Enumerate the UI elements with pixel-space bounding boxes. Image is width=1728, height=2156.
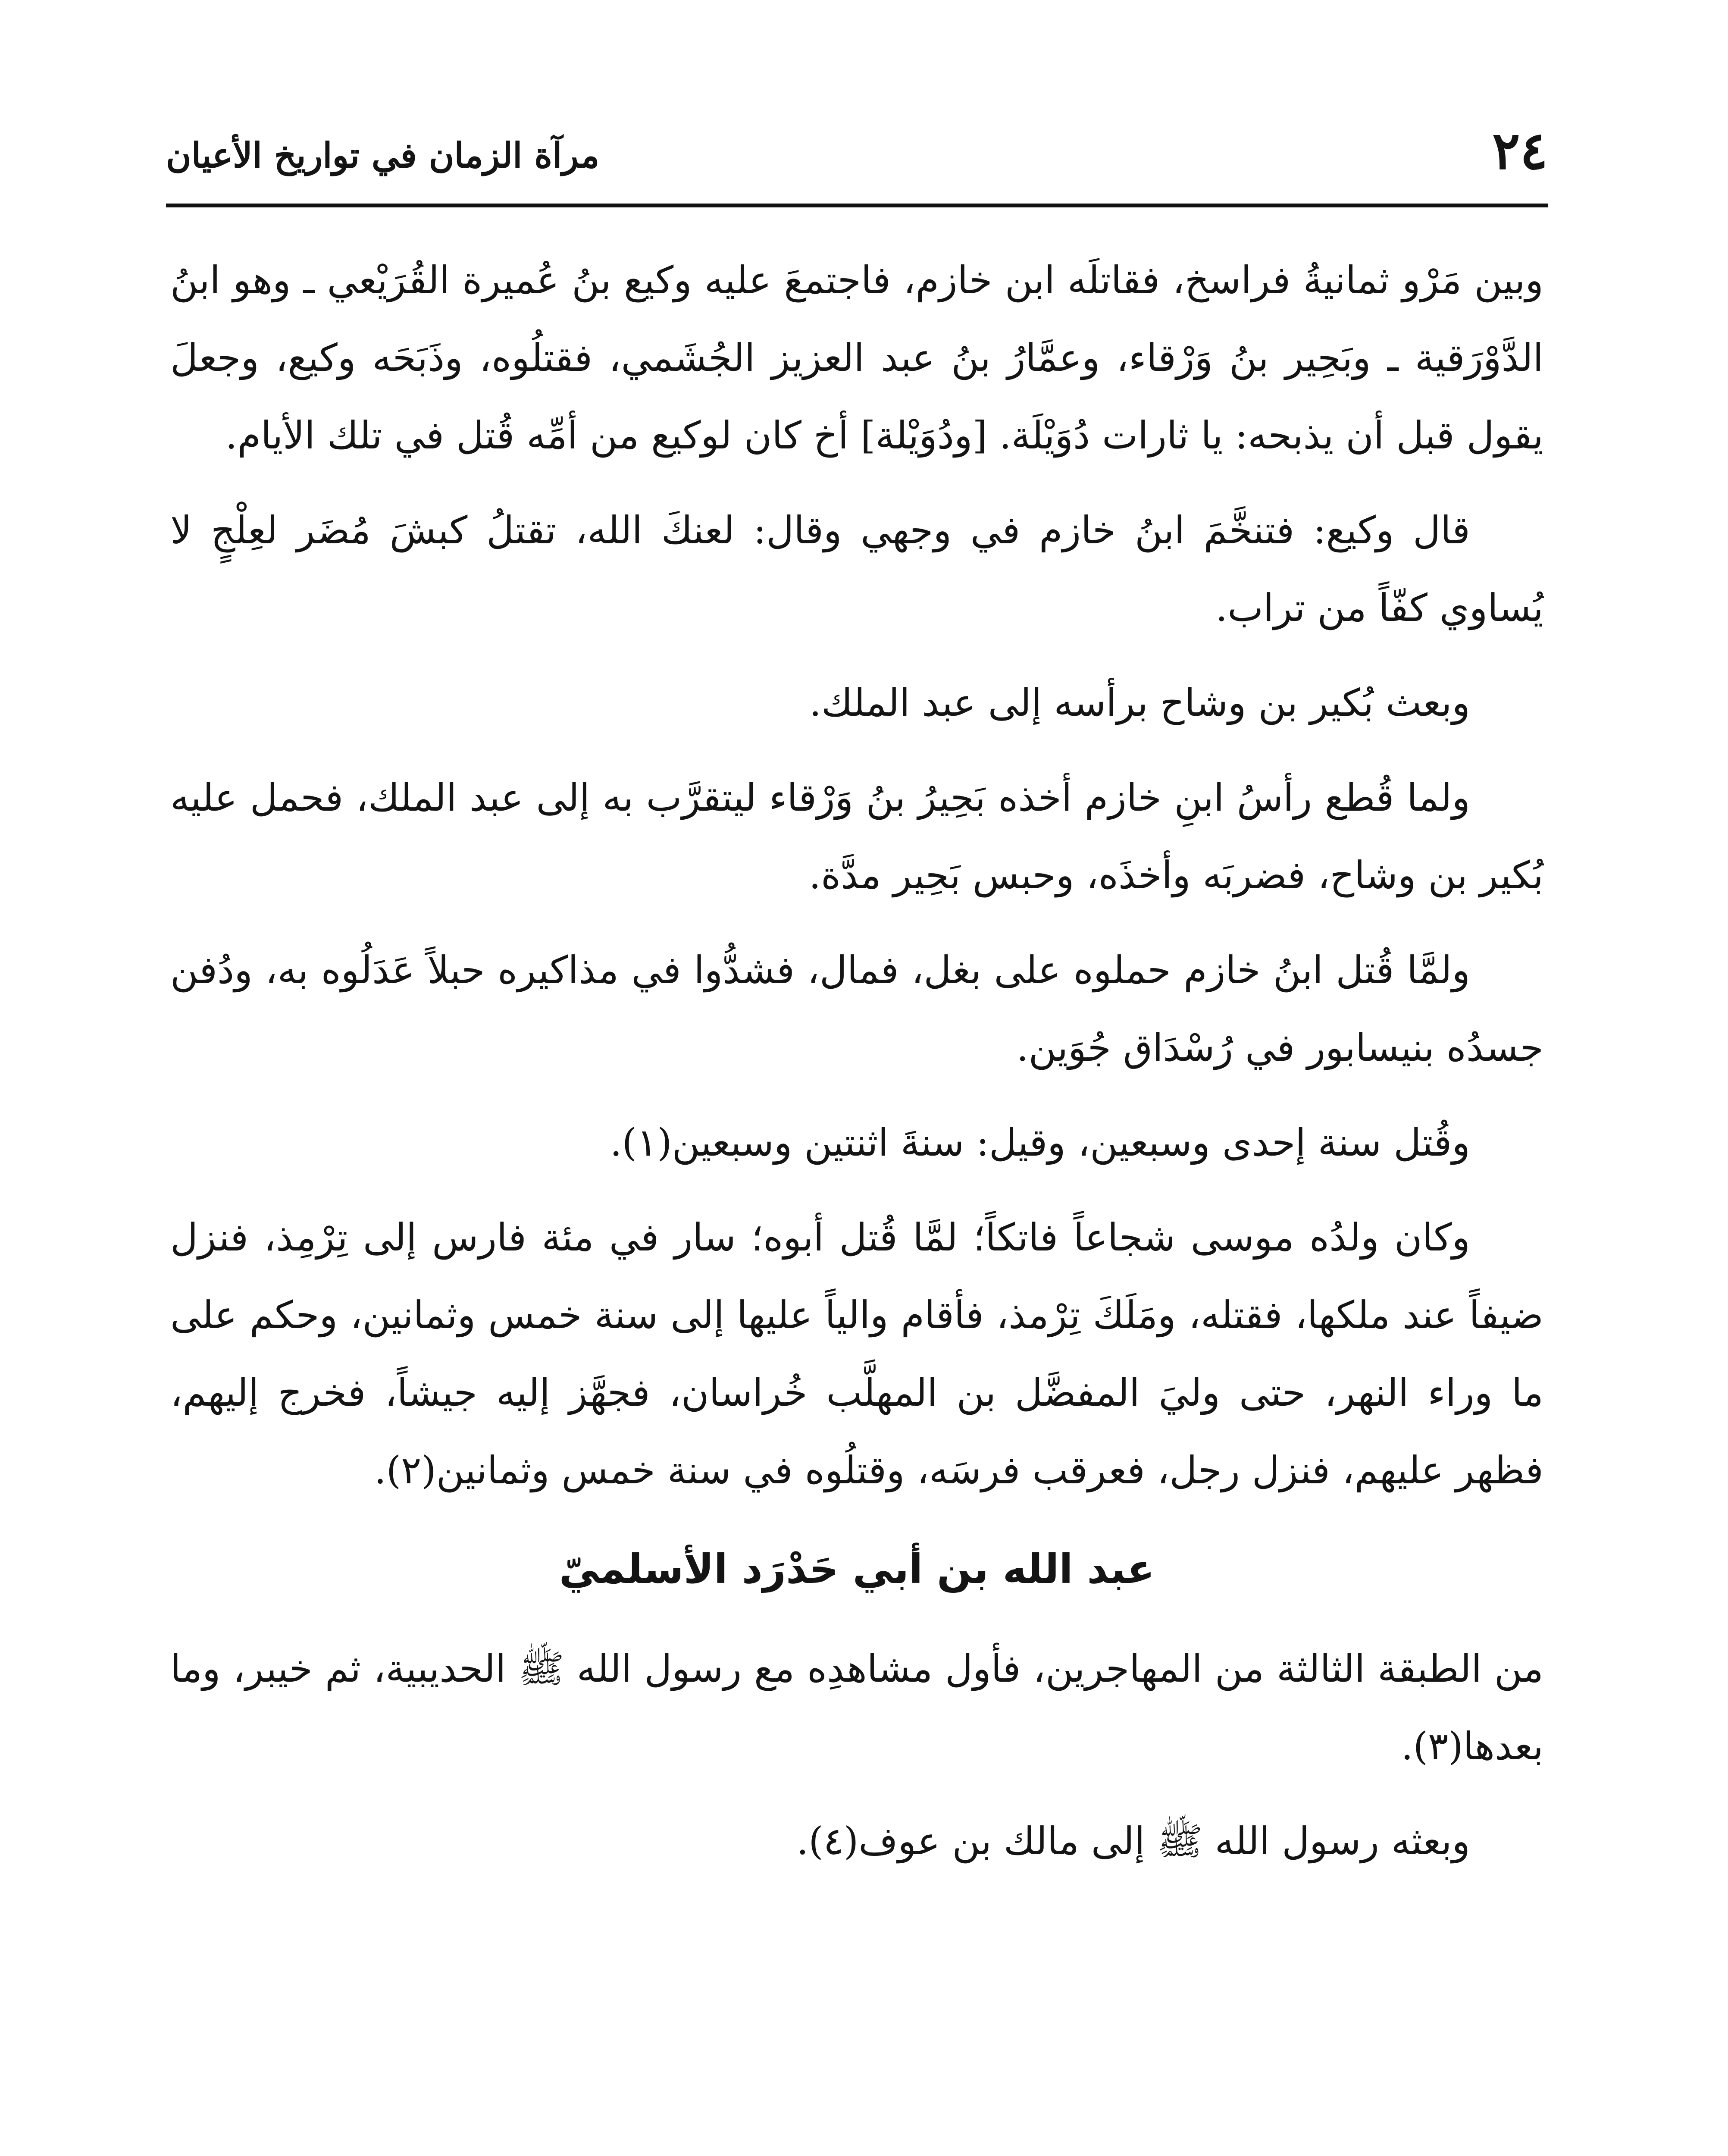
paragraph: من الطبقة الثالثة من المهاجرين، فأول مشاهدِه مع رسول الله ﷺ الحديبية، ثم خيبر، وما بعدها(٣). [170,1646,1543,1768]
section-heading: عبد الله بن أبي حَدْرَد الأسلميّ [559,1546,1155,1593]
paragraph: وبعثه رسول الله ﷺ إلى مالك بن عوف(٤). [796,1819,1470,1863]
main-text [170,241,1543,1897]
running-title: مرآة الزمان في تواريخ الأعيان [166,135,600,175]
paragraph: وبين مَرْو ثمانيةُ فراسخ، فقاتلَه ابن خازم، فاجتمعَ عليه وكيع بنُ عُميرة القُرَيْعي ـ وهو ابنُ الدَّوْرَقية ـ وبَحِير بنُ وَرْقاء، وعمَّارُ بنُ عبد العزيز الجُشَمي، فقتلُوه، وذَبَحَه وكيع، وجعلَ يقول قبل أن يذبحه: يا ثارات دُوَيْلَة. [ودُوَيْلة] أخ كان لوكيع من أمِّه قُتل في تلك الأيام. [170,258,1543,458]
paragraph: وبعث بُكير بن وشاح برأسه إلى عبد الملك. [809,680,1470,725]
page-header [166,120,1548,188]
paragraph: ولما قُطع رأسُ ابنِ خازم أخذه بَحِيرُ بنُ وَرْقاء ليتقرَّب به إلى عبد الملك، فحمل عليه بُكير بن وشاح، فضربَه وأخذَه، وحبس بَحِير مدَّة. [170,775,1543,897]
paragraph: ولمَّا قُتل ابنُ خازم حملوه على بغل، فمال، فشدُّوا في مذاكيره حبلاً عَدَلُوه به، ودُفن جسدُه بنيسابور في رُسْدَاق جُوَين. [170,948,1543,1070]
paragraph: وكان ولدُه موسى شجاعاً فاتكاً؛ لمَّا قُتل أبوه؛ سار في مئة فارس إلى تِرْمِذ، فنزل ضيفاً عند ملكها، فقتله، ومَلَكَ تِرْمذ، فأقام والياً عليها إلى سنة خمس وثمانين، وحكم على ما وراء النهر، حتى وليَ المفضَّل بن المهلَّب خُراسان، فجهَّز إليه جيشاً، فخرج إليهم، فظهر عليهم، فنزل رجل، فعرقب فرسَه، وقتلُوه في سنة خمس وثمانين(٢). [170,1215,1543,1492]
paragraph: وقُتل سنة إحدى وسبعين، وقيل: سنةَ اثنتين وسبعين(١). [610,1120,1470,1165]
page-number: ٢٤ [1492,120,1548,181]
paragraph: قال وكيع: فتنخَّمَ ابنُ خازم في وجهي وقال: لعنكَ الله، تقتلُ كبشَ مُضَر لعِلْجٍ لا يُساوي كفّاً من تراب. [170,508,1543,630]
header-rule [166,204,1548,207]
